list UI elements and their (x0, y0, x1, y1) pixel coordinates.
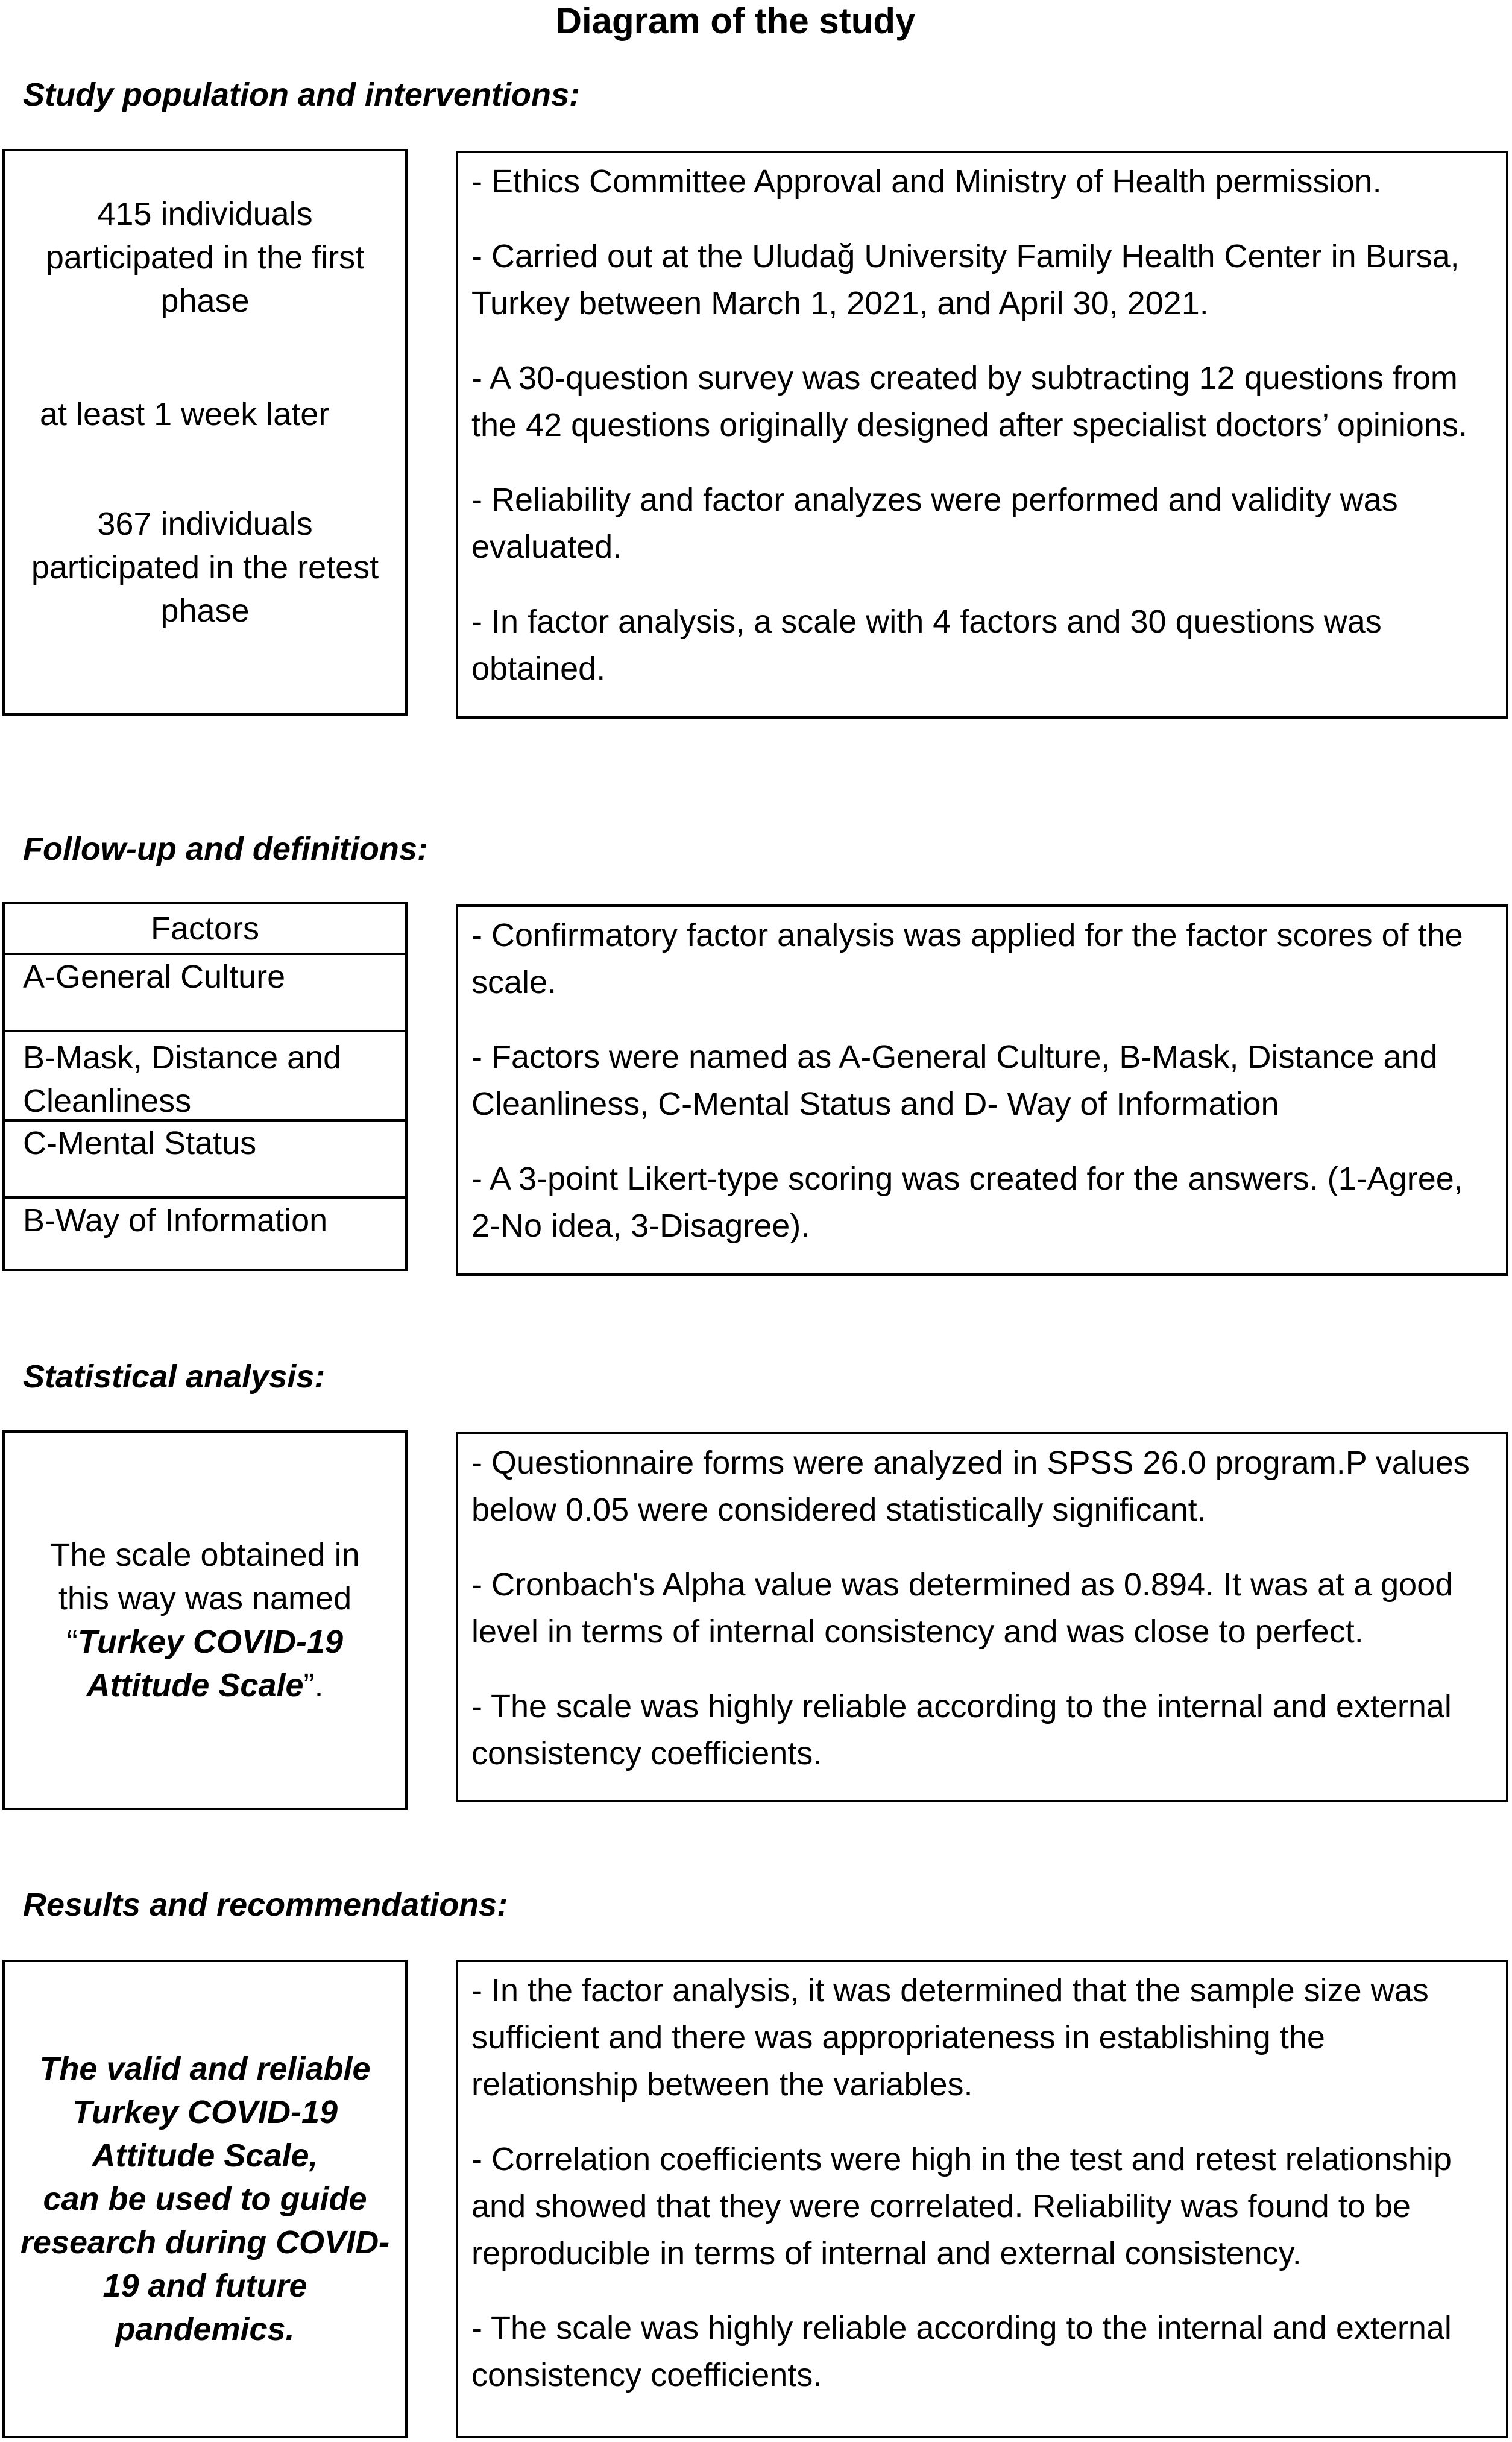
scale-name-line: Attitude Scale”. (86, 1667, 324, 1703)
phase1-line: participated in the first (45, 239, 365, 276)
followup-point: - Confirmatory factor analysis was applied for the factor scores of the scale. (471, 917, 1463, 1000)
statistical-heading: Statistical analysis: (23, 1358, 326, 1395)
interval-text: at least 1 week later (40, 396, 330, 432)
factors-header: Factors (5, 904, 405, 955)
factor-row-d: B-Way of Information (23, 1202, 328, 1238)
results-text-line: can be used to guide (43, 2181, 367, 2217)
statistical-left-box (2, 1430, 408, 1810)
diagram-title: Diagram of the study (555, 1, 916, 41)
population-point: - Carried out at the Uludağ University Family Health Center in Bursa, Turkey between March 1, 2021, and April 30, 2021. (471, 238, 1460, 321)
phase2-line: 367 individuals (97, 506, 313, 542)
factor-row-c: C-Mental Status (5, 1122, 405, 1199)
population-point: - Ethics Committee Approval and Ministry of Health permission. (471, 163, 1382, 200)
population-point: - Reliability and factor analyzes were performed and validity was evaluated. (471, 482, 1398, 565)
phase2-line: phase (160, 593, 250, 629)
results-point: - Correlation coefficients were high in the test and retest relationship and showed that they were correlated. Reliability was found to be reproducible in terms of internal and external consistency. (471, 2141, 1452, 2271)
scale-text-line: this way was named (58, 1580, 352, 1617)
results-text-line: 19 and future (102, 2268, 307, 2304)
results-text-line: Attitude Scale, (92, 2138, 318, 2174)
population-point: - In factor analysis, a scale with 4 factors and 30 questions was obtained. (471, 604, 1382, 687)
factors-table (2, 902, 408, 1271)
factor-row-b: B-Mask, Distance and Cleanliness (5, 1032, 405, 1122)
results-right-box (456, 1960, 1508, 2438)
population-heading: Study population and interventions: (23, 77, 580, 113)
factor-row-a: A-General Culture (5, 955, 405, 1032)
phase2-line: participated in the retest (31, 549, 379, 585)
statistical-point: - Cronbach's Alpha value was determined as 0.894. It was at a good level in terms of internal consistency and was close to perfect. (471, 1566, 1454, 1650)
followup-point: - A 3-point Likert-type scoring was created for the answers. (1-Agree, 2-No idea, 3-Disagree). (471, 1161, 1463, 1244)
phase1-line: 415 individuals (97, 196, 313, 232)
results-text-line: research during COVID- (20, 2224, 390, 2261)
results-text-line: pandemics. (115, 2311, 295, 2347)
scale-text-line: The scale obtained in (50, 1537, 360, 1573)
scale-name-line: “Turkey COVID-19 (66, 1624, 344, 1660)
followup-heading: Follow-up and definitions: (23, 831, 428, 867)
results-left-box (2, 1960, 408, 2438)
phase2-text (16, 502, 394, 633)
results-point: - The scale was highly reliable according to the internal and external consistency coefficients. (471, 2310, 1452, 2393)
statistical-point: - Questionnaire forms were analyzed in SPSS 26.0 program.P values below 0.05 were considered statistically significant. (471, 1445, 1470, 1528)
statistical-right-box (456, 1432, 1508, 1802)
followup-right-box (456, 904, 1508, 1276)
results-text-line: The valid and reliable (39, 2051, 371, 2087)
results-heading: Results and recommendations: (23, 1887, 508, 1923)
population-left-box (2, 149, 408, 716)
results-text-line: Turkey COVID-19 (72, 2094, 338, 2130)
phase1-line: phase (160, 283, 250, 319)
results-point: - In the factor analysis, it was determined that the sample size was sufficient and there was appropriateness in establishing the relationship between the variables. (471, 1972, 1429, 2103)
statistical-point: - The scale was highly reliable according to the internal and external consistency coefficients. (471, 1688, 1452, 1772)
followup-point: - Factors were named as A-General Culture, B-Mask, Distance and Cleanliness, C-Mental Status and D- Way of Information (471, 1039, 1438, 1122)
population-point: - A 30-question survey was created by subtracting 12 questions from the 42 questions originally designed after specialist doctors’ opinions. (471, 360, 1467, 443)
population-right-box (456, 151, 1508, 719)
phase1-text (16, 192, 394, 323)
